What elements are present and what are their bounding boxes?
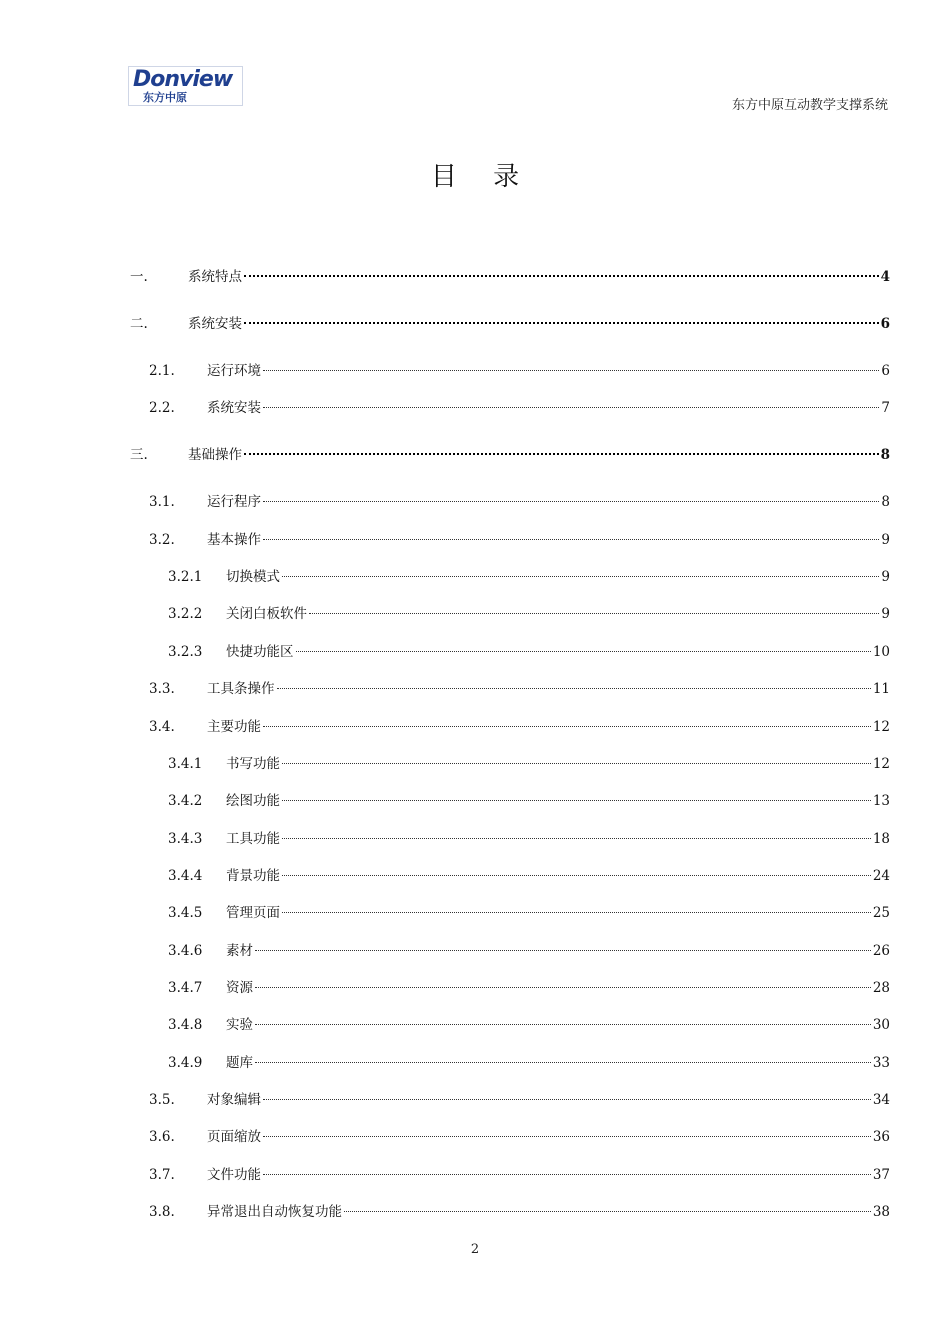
toc-entry-page: 11 (872, 681, 890, 697)
toc-entry[interactable] (149, 1127, 890, 1147)
toc-dot-leader (263, 501, 879, 502)
logo-subtext: 东方中原 (143, 91, 187, 104)
toc-entry[interactable] (168, 829, 890, 849)
toc-entry-page: 36 (872, 1129, 890, 1145)
toc-entry-number: 二. (130, 316, 148, 332)
toc-dot-leader (263, 1099, 871, 1100)
toc-entry-label: 工具功能 (226, 831, 280, 847)
toc-dot-leader (296, 651, 871, 652)
toc-entry-number: 2.1. (149, 363, 175, 379)
toc-dot-leader (277, 688, 871, 689)
toc-entry-number: 2.2. (149, 400, 175, 416)
toc-entry-page: 9 (881, 532, 890, 548)
toc-entry-number: 3.4.6 (168, 943, 203, 959)
toc-entry-page: 8 (880, 447, 890, 463)
toc-entry[interactable] (149, 1090, 890, 1110)
toc-entry-number: 一. (130, 269, 148, 285)
toc-entry[interactable] (149, 361, 890, 381)
toc-entry-label: 关闭白板软件 (226, 606, 307, 622)
toc-dot-leader (263, 407, 879, 408)
toc-dot-leader (255, 1024, 871, 1025)
toc-entry[interactable] (168, 903, 890, 923)
toc-entry[interactable] (168, 1053, 890, 1073)
toc-entry[interactable] (168, 791, 890, 811)
toc-entry-label: 素材 (226, 943, 253, 959)
toc-entry-label: 系统特点 (188, 269, 242, 285)
toc-entry[interactable] (168, 1015, 890, 1035)
toc-entry-page: 30 (872, 1017, 890, 1033)
toc-entry-number: 3.4.5 (168, 905, 203, 921)
toc-entry[interactable] (168, 604, 890, 624)
toc-dot-leader (282, 875, 871, 876)
toc-entry-page: 28 (872, 980, 890, 996)
toc-entry-label: 运行程序 (207, 494, 261, 510)
toc-entry[interactable] (168, 567, 890, 587)
toc-entry-label: 切换模式 (226, 569, 280, 585)
toc-heading: 目 录 (430, 162, 534, 192)
toc-entry-label: 资源 (226, 980, 253, 996)
toc-entry[interactable] (130, 267, 890, 287)
toc-entry-number: 3.4.7 (168, 980, 203, 996)
toc-dot-leader (255, 1062, 871, 1063)
toc-entry-number: 3.7. (149, 1167, 175, 1183)
toc-entry[interactable] (168, 642, 890, 662)
toc-entry-label: 背景功能 (226, 868, 280, 884)
toc-entry[interactable] (149, 717, 890, 737)
toc-entry-number: 3.4.8 (168, 1017, 203, 1033)
toc-dot-leader (263, 1136, 871, 1137)
page-number: 2 (470, 1242, 480, 1257)
toc-entry-page: 13 (872, 793, 890, 809)
toc-entry-number: 3.4.9 (168, 1055, 203, 1071)
toc-entry-label: 页面缩放 (207, 1129, 261, 1145)
toc-entry[interactable] (168, 754, 890, 774)
toc-entry-label: 书写功能 (226, 756, 280, 772)
toc-entry-label: 运行环境 (207, 363, 261, 379)
toc-entry-label: 管理页面 (226, 905, 280, 921)
toc-dot-leader (309, 613, 879, 614)
toc-entry-page: 12 (872, 756, 890, 772)
toc-dot-leader (244, 453, 879, 455)
toc-dot-leader (255, 950, 871, 951)
toc-entry[interactable] (149, 530, 890, 550)
toc-entry-label: 工具条操作 (207, 681, 275, 697)
toc-entry-number: 3.3. (149, 681, 175, 697)
toc-entry-page: 26 (872, 943, 890, 959)
toc-entry-page: 9 (881, 569, 890, 585)
toc-entry[interactable] (168, 866, 890, 886)
toc-dot-leader (244, 275, 879, 277)
document-header-title: 东方中原互动教学支撑系统 (731, 98, 888, 113)
toc-entry-page: 38 (872, 1204, 890, 1220)
toc-entry-page: 6 (880, 316, 890, 332)
toc-dot-leader (282, 838, 871, 839)
toc-entry-page: 8 (881, 494, 890, 510)
toc-entry-number: 3.2. (149, 532, 175, 548)
toc-entry[interactable] (149, 398, 890, 418)
toc-entry-label: 题库 (226, 1055, 253, 1071)
toc-entry-label: 主要功能 (207, 719, 261, 735)
toc-entry-page: 10 (872, 644, 890, 660)
toc-entry-number: 3.5. (149, 1092, 175, 1108)
toc-dot-leader (263, 1174, 871, 1175)
toc-entry-number: 3.2.2 (168, 606, 203, 622)
toc-dot-leader (282, 763, 871, 764)
toc-entry-page: 4 (880, 269, 890, 285)
toc-entry-label: 基础操作 (188, 447, 242, 463)
toc-entry-number: 3.4.1 (168, 756, 203, 772)
toc-entry-number: 3.6. (149, 1129, 175, 1145)
toc-entry-label: 对象编辑 (207, 1092, 261, 1108)
toc-entry-label: 基本操作 (207, 532, 261, 548)
toc-entry-page: 6 (881, 363, 890, 379)
toc-entry-number: 3.2.1 (168, 569, 203, 585)
toc-entry-label: 绘图功能 (226, 793, 280, 809)
toc-entry[interactable] (168, 941, 890, 961)
toc-entry-number: 三. (130, 447, 148, 463)
toc-entry-page: 33 (872, 1055, 890, 1071)
toc-entry-label: 异常退出自动恢复功能 (207, 1204, 342, 1220)
toc-entry-page: 7 (881, 400, 890, 416)
toc-entry-label: 文件功能 (207, 1167, 261, 1183)
toc-entry-label: 系统安装 (207, 400, 261, 416)
toc-entry-number: 3.2.3 (168, 644, 203, 660)
toc-entry-page: 12 (872, 719, 890, 735)
toc-entry[interactable] (149, 1165, 890, 1185)
toc-entry[interactable] (149, 492, 890, 512)
toc-entry[interactable] (149, 679, 890, 699)
toc-entry-page: 34 (872, 1092, 890, 1108)
toc-entry-page: 24 (872, 868, 890, 884)
toc-entry-page: 18 (872, 831, 890, 847)
logo-text: Donview (133, 67, 233, 92)
toc-entry-number: 3.4.4 (168, 868, 203, 884)
toc-dot-leader (263, 726, 871, 727)
toc-entry-page: 25 (872, 905, 890, 921)
toc-entry-page: 9 (881, 606, 890, 622)
toc-dot-leader (263, 539, 879, 540)
toc-entry-number: 3.8. (149, 1204, 175, 1220)
toc-dot-leader (282, 576, 879, 577)
toc-entry-number: 3.4.2 (168, 793, 203, 809)
toc-entry[interactable] (168, 978, 890, 998)
toc-dot-leader (263, 370, 879, 371)
toc-entry-label: 快捷功能区 (226, 644, 294, 660)
toc-entry-number: 3.1. (149, 494, 175, 510)
toc-dot-leader (244, 322, 879, 324)
toc-entry[interactable] (149, 1202, 890, 1222)
toc-entry-page: 37 (872, 1167, 890, 1183)
toc-entry[interactable] (130, 314, 890, 334)
toc-entry-number: 3.4. (149, 719, 175, 735)
toc-entry[interactable] (130, 445, 890, 465)
toc-dot-leader (282, 912, 871, 913)
toc-entry-number: 3.4.3 (168, 831, 203, 847)
toc-entry-label: 系统安装 (188, 316, 242, 332)
toc-entry-label: 实验 (226, 1017, 253, 1033)
toc-dot-leader (255, 987, 871, 988)
toc-dot-leader (282, 800, 871, 801)
toc-dot-leader (344, 1211, 871, 1212)
